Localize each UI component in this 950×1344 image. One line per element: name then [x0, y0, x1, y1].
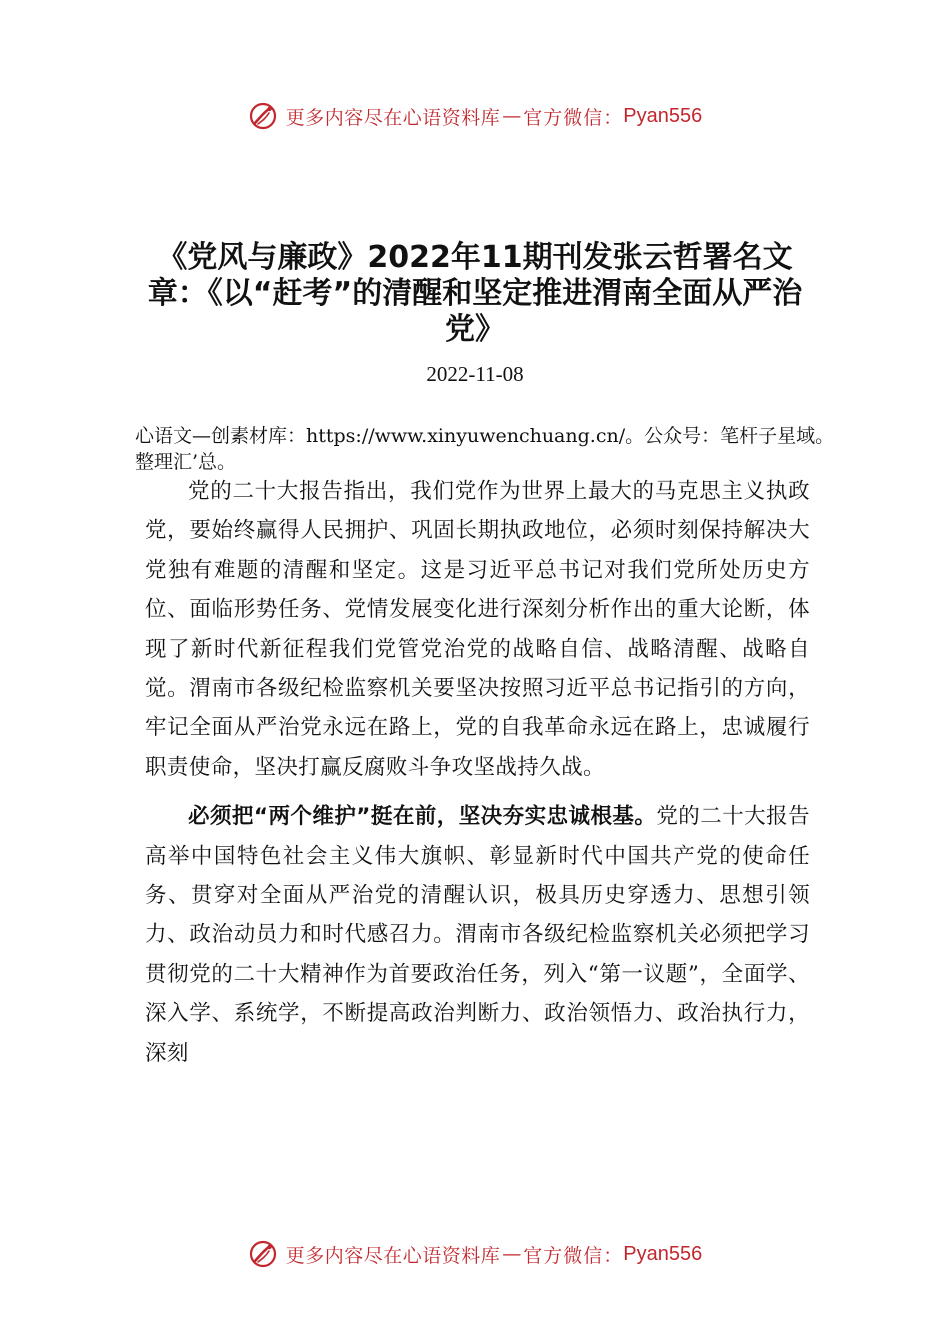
document-body: [145, 472, 810, 1083]
banner-wechat-id: Pyan556: [623, 104, 703, 127]
document-date: 2022-11-08: [426, 362, 524, 386]
pen-seal-logo-icon: [248, 1239, 278, 1269]
source-note: 心语文—创素材库：https://www.xinyuwenchuang.cn/。公众号：笔杆子星域。整理汇’总。: [135, 425, 835, 473]
banner-wechat-label: 官方微信：: [523, 106, 624, 129]
paragraph-lead-heading: 必须把“两个维护”挺在前，坚决夯实忠诚根基。: [188, 804, 657, 830]
banner-text: 更多内容尽在心语资料库: [285, 106, 501, 129]
paragraph-text: 党的二十大报告高举中国特色社会主义伟大旗帜、彰显新时代中国共产党的使命任务、贯穿对全面从严治党的清醒认识，极具历史穿透力、思想引领力、政治动员力和时代感召力。渭南市各级纪检监察机关必须把学习贯彻党的二十大精神作为首要政治任务，列入“第一议题”，全面学、深入学、系统学，不断提高政治判断力、政治领悟力、政治执行力，深刻: [145, 804, 810, 1066]
banner-wechat-id: Pyan556: [623, 1242, 703, 1265]
pen-seal-logo-icon: [248, 101, 278, 131]
document-title: 《党风与廉政》2022年11期刊发张云哲署名文章：《以“赶考”的清醒和坚定推进渭南全面从严治党》: [147, 240, 803, 347]
body-paragraph: [145, 797, 810, 1073]
banner-wechat-label: 官方微信：: [523, 1244, 624, 1267]
paragraph-text: 党的二十大报告指出，我们党作为世界上最大的马克思主义执政党，要始终赢得人民拥护、巩固长期执政地位，必须时刻保持解决大党独有难题的清醒和坚定。这是习近平总书记对我们党所处历史方位、面临形势任务、党情发展变化进行深刻分析作出的重大论断，体现了新时代新征程我们党管党治党的战略自信、战略清醒、战略自觉。渭南市各级纪检监察机关要坚决按照习近平总书记指引的方向，牢记全面从严治党永远在路上，党的自我革命永远在路上，忠诚履行职责使命，坚决打赢反腐败斗争攻坚战持久战。: [145, 479, 810, 780]
banner-text: 更多内容尽在心语资料库: [285, 1244, 501, 1267]
banner-separator: —: [502, 105, 522, 127]
footer-watermark-banner: [0, 1234, 950, 1274]
header-watermark-banner: [0, 96, 950, 136]
banner-separator: —: [502, 1243, 522, 1265]
body-paragraph: [145, 472, 810, 787]
